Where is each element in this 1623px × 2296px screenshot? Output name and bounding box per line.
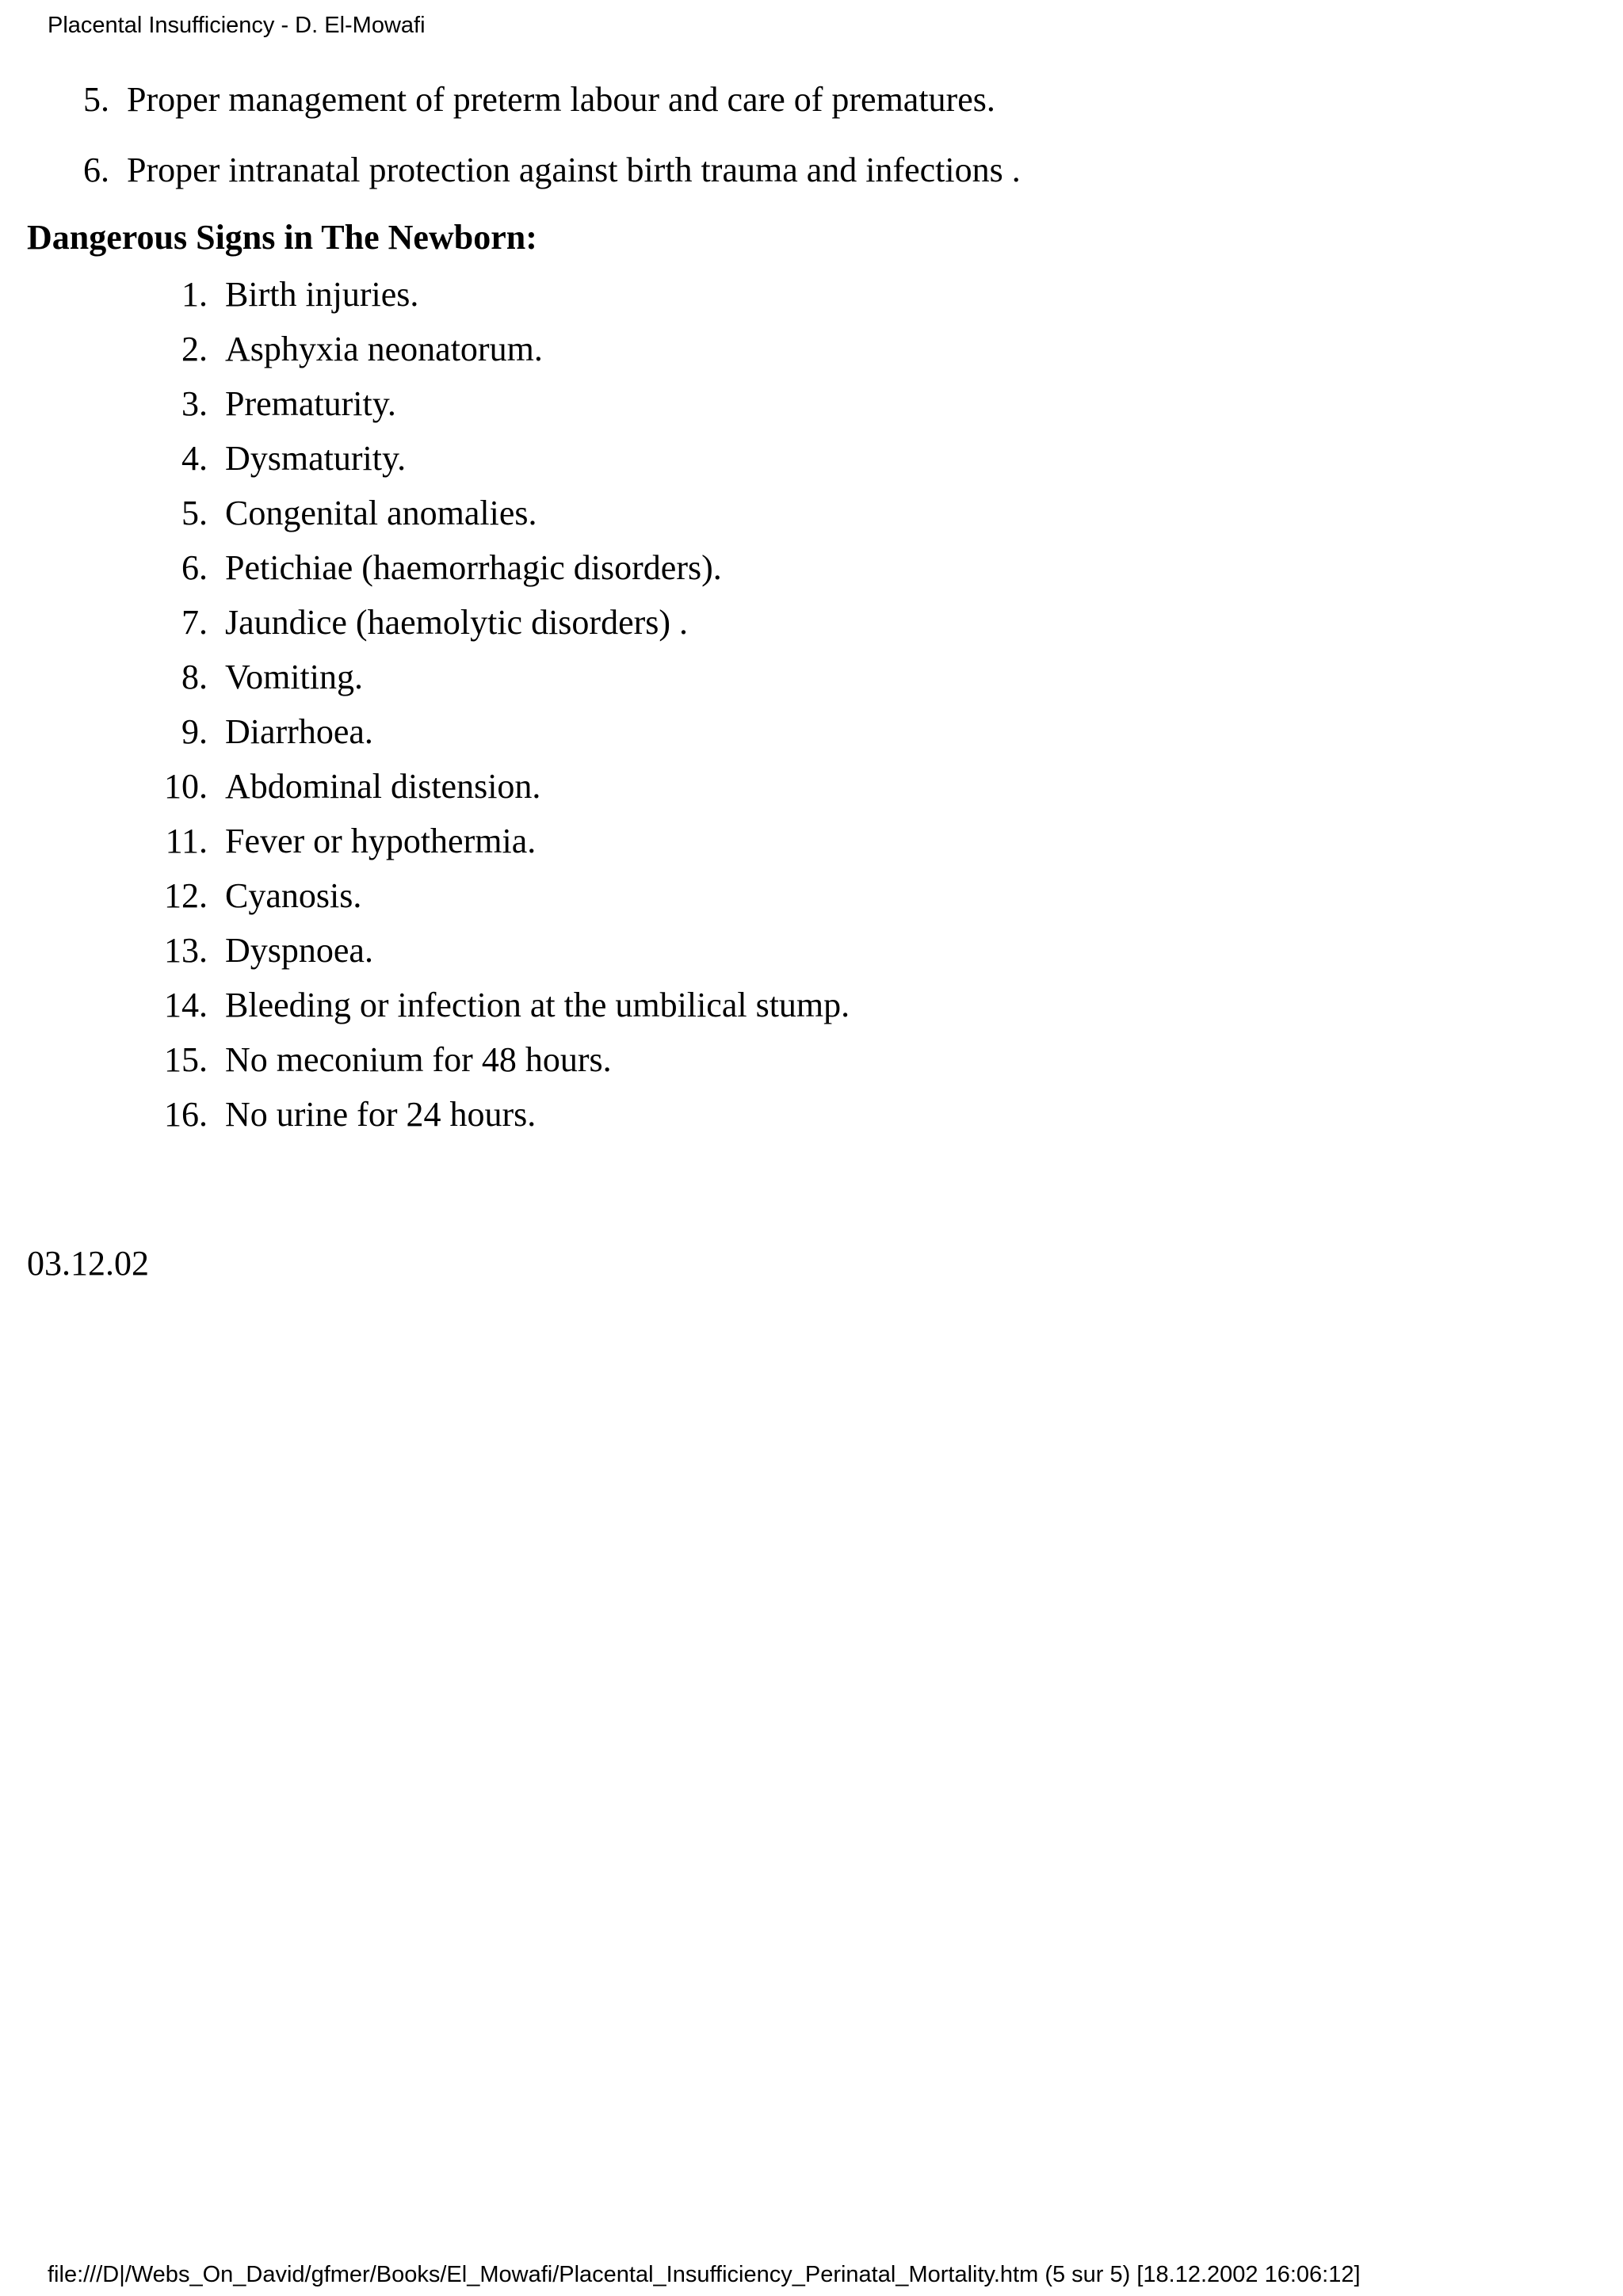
page-footer-url: file:///D|/Webs_On_David/gfmer/Books/El_Mowafi/Placental_Insufficiency_Perinatal_Mortality.htm (5 sur 5) [18.12.2002 16:06:12] [48,2262,1361,2287]
list-item-text: Vomiting. [225,658,364,696]
list-item [0,437,1623,481]
list-item [0,601,1623,645]
page-header-title: Placental Insufficiency - D. El-Mowafi [48,13,426,38]
list-item [0,148,1623,193]
list-item-text: No meconium for 48 hours. [225,1040,612,1079]
list-item-text: No urine for 24 hours. [225,1095,537,1134]
list-item-number: 5. [83,80,109,119]
list-item-number: 3. [181,384,208,423]
list-item-number: 2. [181,330,208,368]
document-date: 03.12.02 [27,1244,149,1283]
list-item [0,78,1623,122]
list-item [0,546,1623,590]
list-item-number: 11. [165,822,208,860]
list-item-text: Jaundice (haemolytic disorders) . [225,603,689,642]
list-item-number: 13. [164,931,208,970]
list-item-number: 14. [164,986,208,1024]
list-item [0,710,1623,754]
list-item-number: 4. [181,439,208,478]
list-item-number: 16. [164,1095,208,1134]
list-item-text: Petichiae (haemorrhagic disorders). [225,548,722,587]
list-item-number: 5. [181,494,208,532]
list-item-text: Dyspnoea. [225,931,373,970]
list-item [0,1038,1623,1082]
list-item-text: Bleeding or infection at the umbilical stump. [225,986,850,1024]
list-item [0,983,1623,1028]
list-item-text: Fever or hypothermia. [225,822,537,860]
list-item-number: 12. [164,876,208,915]
list-item-text: Cyanosis. [225,876,362,915]
list-item-text: Abdominal distension. [225,767,541,806]
list-item [0,273,1623,317]
list-item [0,874,1623,918]
list-item-text: Diarrhoea. [225,712,373,751]
list-item-number: 8. [181,658,208,696]
list-item-number: 15. [164,1040,208,1079]
list-item-text: Asphyxia neonatorum. [225,330,543,368]
list-item-number: 1. [181,275,208,314]
list-item [0,929,1623,973]
list-item-number: 7. [181,603,208,642]
list-item-text: Prematurity. [225,384,396,423]
list-item [0,491,1623,536]
list-item [0,655,1623,700]
list-item [0,327,1623,372]
list-item-number: 10. [164,767,208,806]
list-item-number: 6. [181,548,208,587]
list-item-text: Birth injuries. [225,275,419,314]
list-item-text: Proper intranatal protection against birth trauma and infections . [127,151,1021,189]
section-heading: Dangerous Signs in The Newborn: [27,218,537,257]
list-item-number: 9. [181,712,208,751]
list-item [0,382,1623,426]
list-item [0,1093,1623,1137]
list-item [0,819,1623,864]
list-item-text: Dysmaturity. [225,439,407,478]
list-item-text: Congenital anomalies. [225,494,537,532]
list-item-text: Proper management of preterm labour and care of prematures. [127,80,995,119]
list-item-number: 6. [83,151,109,189]
list-item [0,765,1623,809]
